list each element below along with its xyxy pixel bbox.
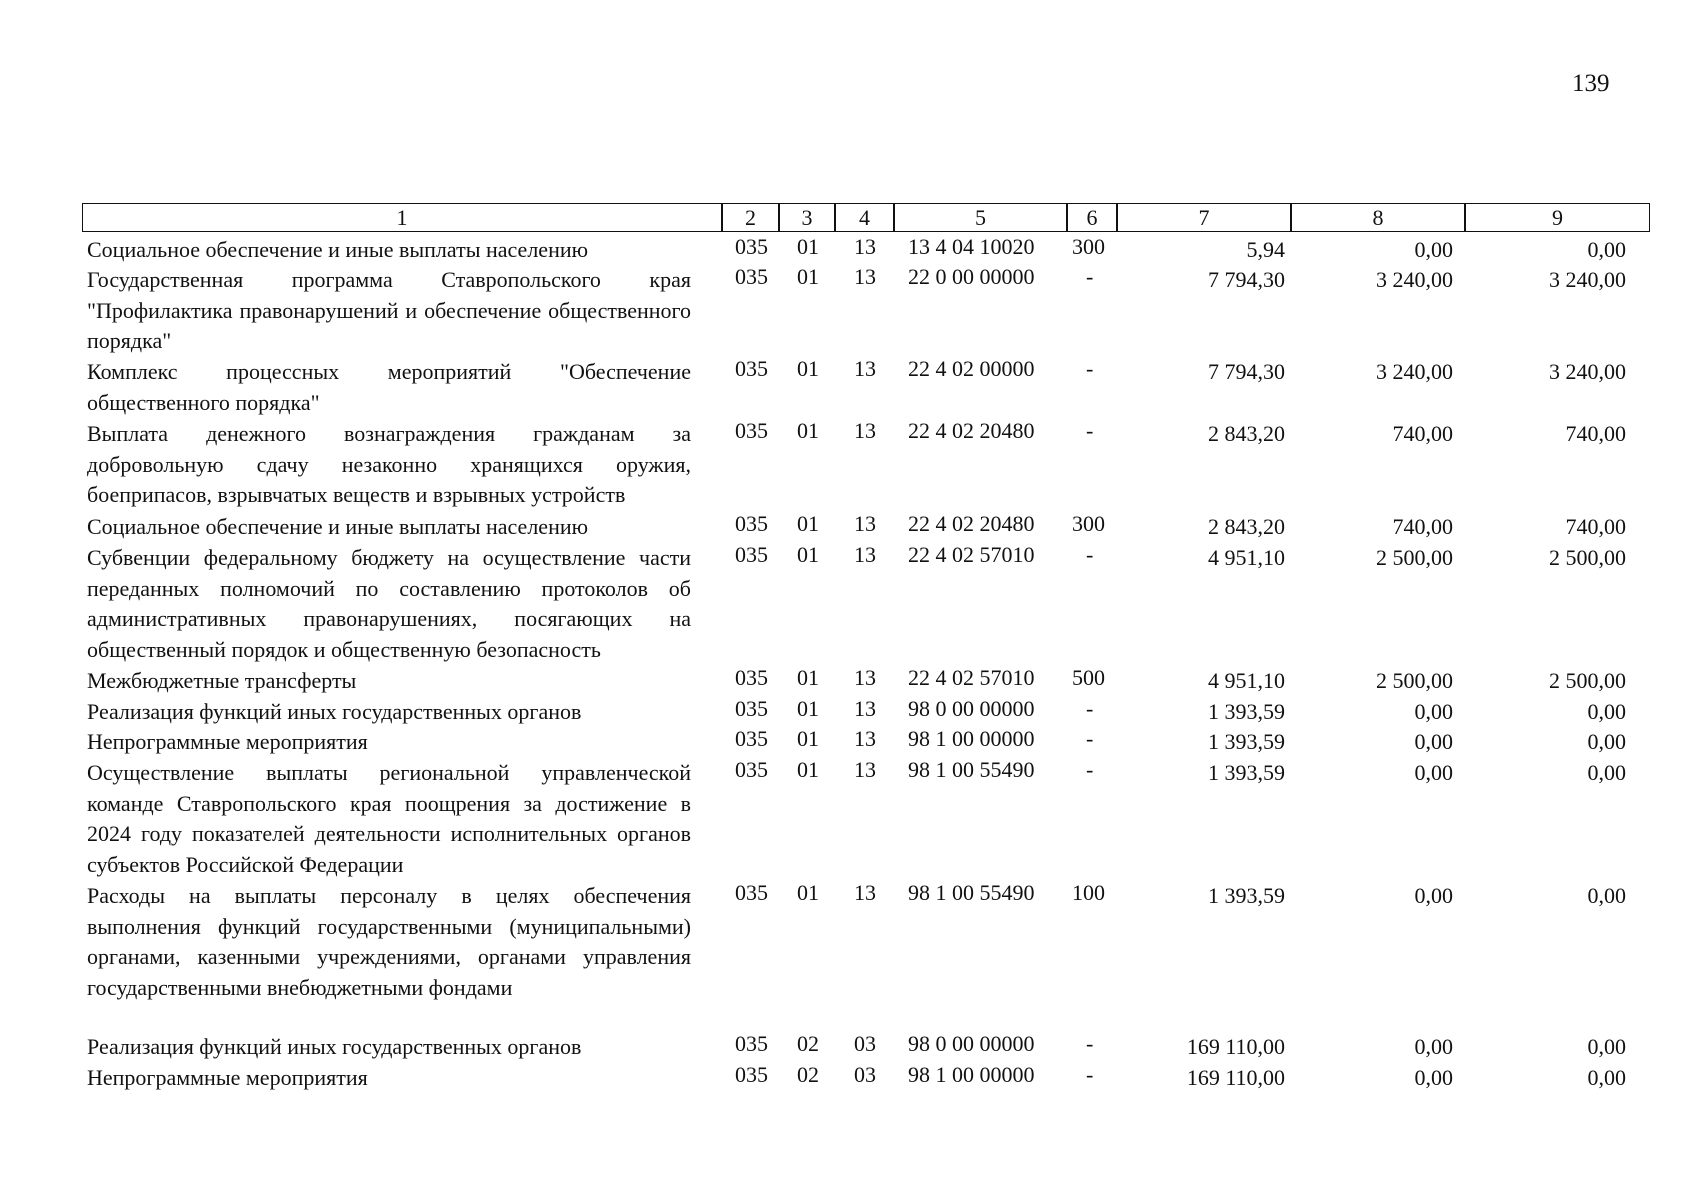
row-description: Непрограммные мероприятия — [87, 1065, 368, 1090]
cell-col-5: 98 1 00 00000 — [908, 726, 1035, 751]
cell-col-2: 035 — [735, 542, 768, 567]
cell-col-8: 740,00 — [1392, 421, 1453, 446]
cell-col-9: 740,00 — [1565, 514, 1626, 539]
cell-col-8: 3 240,00 — [1376, 359, 1453, 384]
cell-col-6: - — [1086, 418, 1094, 443]
cell-col-4: 13 — [854, 511, 876, 536]
cell-col-4: 13 — [854, 880, 876, 905]
header-col-6: 6 — [1067, 203, 1117, 232]
cell-col-2: 035 — [735, 511, 768, 536]
cell-col-7: 1 393,59 — [1208, 883, 1285, 908]
cell-col-4: 13 — [854, 696, 876, 721]
cell-col-9: 0,00 — [1587, 699, 1626, 724]
cell-col-2: 035 — [735, 264, 768, 289]
cell-col-2: 035 — [735, 418, 768, 443]
row-description: Осуществление выплаты региональной управленческой команде Ставропольского края поощрения за достижение в 2024 году показателей деятельности исполнительных органов субъектов Российской Федерации — [87, 760, 691, 877]
cell-col-7: 2 843,20 — [1208, 514, 1285, 539]
cell-col-7: 4 951,10 — [1208, 668, 1285, 693]
cell-col-5: 98 1 00 55490 — [908, 880, 1035, 905]
cell-col-4: 13 — [854, 418, 876, 443]
cell-col-5: 22 4 02 57010 — [908, 665, 1035, 690]
cell-col-9: 2 500,00 — [1549, 545, 1626, 570]
cell-col-6: 300 — [1072, 234, 1105, 259]
row-description: Реализация функций иных государственных органов — [87, 1034, 582, 1059]
cell-col-8: 0,00 — [1414, 883, 1453, 908]
cell-col-5: 22 4 02 20480 — [908, 511, 1035, 536]
cell-col-7: 169 110,00 — [1186, 1065, 1285, 1090]
cell-col-9: 0,00 — [1587, 1034, 1626, 1059]
row-description: Комплекс процессных мероприятий "Обеспечение общественного порядка" — [87, 359, 691, 415]
row-description: Межбюджетные трансферты — [87, 668, 357, 693]
row-description: Государственная программа Ставропольского края "Профилактика правонарушений и обеспечение общественного порядка" — [87, 267, 691, 354]
cell-col-4: 13 — [854, 665, 876, 690]
row-description: Реализация функций иных государственных органов — [87, 699, 582, 724]
cell-col-8: 2 500,00 — [1376, 545, 1453, 570]
cell-col-8: 740,00 — [1392, 514, 1453, 539]
cell-col-8: 0,00 — [1414, 1034, 1453, 1059]
header-col-1: 1 — [82, 203, 722, 232]
cell-col-6: - — [1086, 356, 1094, 381]
header-col-2: 2 — [722, 203, 779, 232]
cell-col-5: 98 1 00 00000 — [908, 1062, 1035, 1087]
cell-col-4: 13 — [854, 726, 876, 751]
cell-col-8: 0,00 — [1414, 699, 1453, 724]
cell-col-3: 01 — [797, 696, 819, 721]
cell-col-7: 5,94 — [1246, 237, 1285, 262]
row-description: Выплата денежного вознаграждения гражданам за добровольную сдачу незаконно хранящихся оружия, боеприпасов, взрывчатых веществ и взрывных устройств — [87, 421, 691, 508]
cell-col-6: 500 — [1072, 665, 1105, 690]
row-description: Непрограммные мероприятия — [87, 729, 368, 754]
cell-col-3: 02 — [797, 1031, 819, 1056]
cell-col-5: 98 1 00 55490 — [908, 757, 1035, 782]
page-number: 139 — [1572, 70, 1610, 97]
cell-col-2: 035 — [735, 880, 768, 905]
cell-col-6: - — [1086, 1031, 1094, 1056]
cell-col-3: 01 — [797, 542, 819, 567]
cell-col-9: 0,00 — [1587, 1065, 1626, 1090]
cell-col-5: 22 4 02 57010 — [908, 542, 1035, 567]
cell-col-8: 0,00 — [1414, 237, 1453, 262]
cell-col-9: 2 500,00 — [1549, 668, 1626, 693]
cell-col-5: 13 4 04 10020 — [908, 234, 1035, 259]
cell-col-9: 740,00 — [1565, 421, 1626, 446]
cell-col-7: 7 794,30 — [1208, 267, 1285, 292]
cell-col-3: 01 — [797, 234, 819, 259]
cell-col-7: 7 794,30 — [1208, 359, 1285, 384]
cell-col-3: 01 — [797, 880, 819, 905]
cell-col-4: 13 — [854, 264, 876, 289]
cell-col-4: 13 — [854, 542, 876, 567]
header-col-5: 5 — [894, 203, 1067, 232]
cell-col-5: 22 4 02 20480 — [908, 418, 1035, 443]
cell-col-2: 035 — [735, 726, 768, 751]
cell-col-5: 98 0 00 00000 — [908, 1031, 1035, 1056]
cell-col-8: 3 240,00 — [1376, 267, 1453, 292]
cell-col-8: 2 500,00 — [1376, 668, 1453, 693]
cell-col-3: 01 — [797, 418, 819, 443]
cell-col-3: 01 — [797, 264, 819, 289]
cell-col-3: 01 — [797, 665, 819, 690]
cell-col-3: 01 — [797, 356, 819, 381]
header-col-4: 4 — [835, 203, 894, 232]
cell-col-4: 13 — [854, 757, 876, 782]
cell-col-7: 4 951,10 — [1208, 545, 1285, 570]
cell-col-8: 0,00 — [1414, 1065, 1453, 1090]
cell-col-6: - — [1086, 542, 1094, 567]
cell-col-2: 035 — [735, 1062, 768, 1087]
cell-col-3: 01 — [797, 511, 819, 536]
cell-col-2: 035 — [735, 665, 768, 690]
cell-col-7: 2 843,20 — [1208, 421, 1285, 446]
cell-col-6: - — [1086, 757, 1094, 782]
cell-col-4: 13 — [854, 234, 876, 259]
cell-col-7: 1 393,59 — [1208, 760, 1285, 785]
cell-col-5: 98 0 00 00000 — [908, 696, 1035, 721]
cell-col-3: 01 — [797, 757, 819, 782]
cell-col-2: 035 — [735, 757, 768, 782]
cell-col-7: 1 393,59 — [1208, 729, 1285, 754]
cell-col-9: 0,00 — [1587, 883, 1626, 908]
row-description: Расходы на выплаты персоналу в целях обеспечения выполнения функций государственными (муниципальными) органами, казенными учреждениями, органами управления государственными внебюджетными фондами — [87, 883, 691, 1000]
cell-col-8: 0,00 — [1414, 729, 1453, 754]
cell-col-7: 1 393,59 — [1208, 699, 1285, 724]
cell-col-5: 22 0 00 00000 — [908, 264, 1035, 289]
cell-col-4: 03 — [854, 1031, 876, 1056]
cell-col-3: 02 — [797, 1062, 819, 1087]
row-description: Социальное обеспечение и иные выплаты населению — [87, 237, 589, 262]
row-description: Социальное обеспечение и иные выплаты населению — [87, 514, 589, 539]
cell-col-2: 035 — [735, 234, 768, 259]
cell-col-4: 03 — [854, 1062, 876, 1087]
cell-col-7: 169 110,00 — [1186, 1034, 1285, 1059]
cell-col-6: - — [1086, 1062, 1094, 1087]
header-col-3: 3 — [779, 203, 835, 232]
cell-col-6: - — [1086, 264, 1094, 289]
cell-col-3: 01 — [797, 726, 819, 751]
cell-col-2: 035 — [735, 696, 768, 721]
cell-col-9: 3 240,00 — [1549, 267, 1626, 292]
cell-col-2: 035 — [735, 1031, 768, 1056]
cell-col-2: 035 — [735, 356, 768, 381]
header-col-9: 9 — [1465, 203, 1650, 232]
row-description: Субвенции федеральному бюджету на осуществление части переданных полномочий по составлению протоколов об административных правонарушениях, посягающих на общественный порядок и общественную безопасность — [87, 545, 691, 662]
cell-col-4: 13 — [854, 356, 876, 381]
header-col-7: 7 — [1117, 203, 1291, 232]
cell-col-5: 22 4 02 00000 — [908, 356, 1035, 381]
header-col-8: 8 — [1291, 203, 1465, 232]
cell-col-6: 100 — [1072, 880, 1105, 905]
cell-col-9: 0,00 — [1587, 237, 1626, 262]
cell-col-9: 0,00 — [1587, 760, 1626, 785]
cell-col-9: 3 240,00 — [1549, 359, 1626, 384]
cell-col-6: - — [1086, 696, 1094, 721]
cell-col-9: 0,00 — [1587, 729, 1626, 754]
cell-col-6: 300 — [1072, 511, 1105, 536]
cell-col-6: - — [1086, 726, 1094, 751]
cell-col-8: 0,00 — [1414, 760, 1453, 785]
